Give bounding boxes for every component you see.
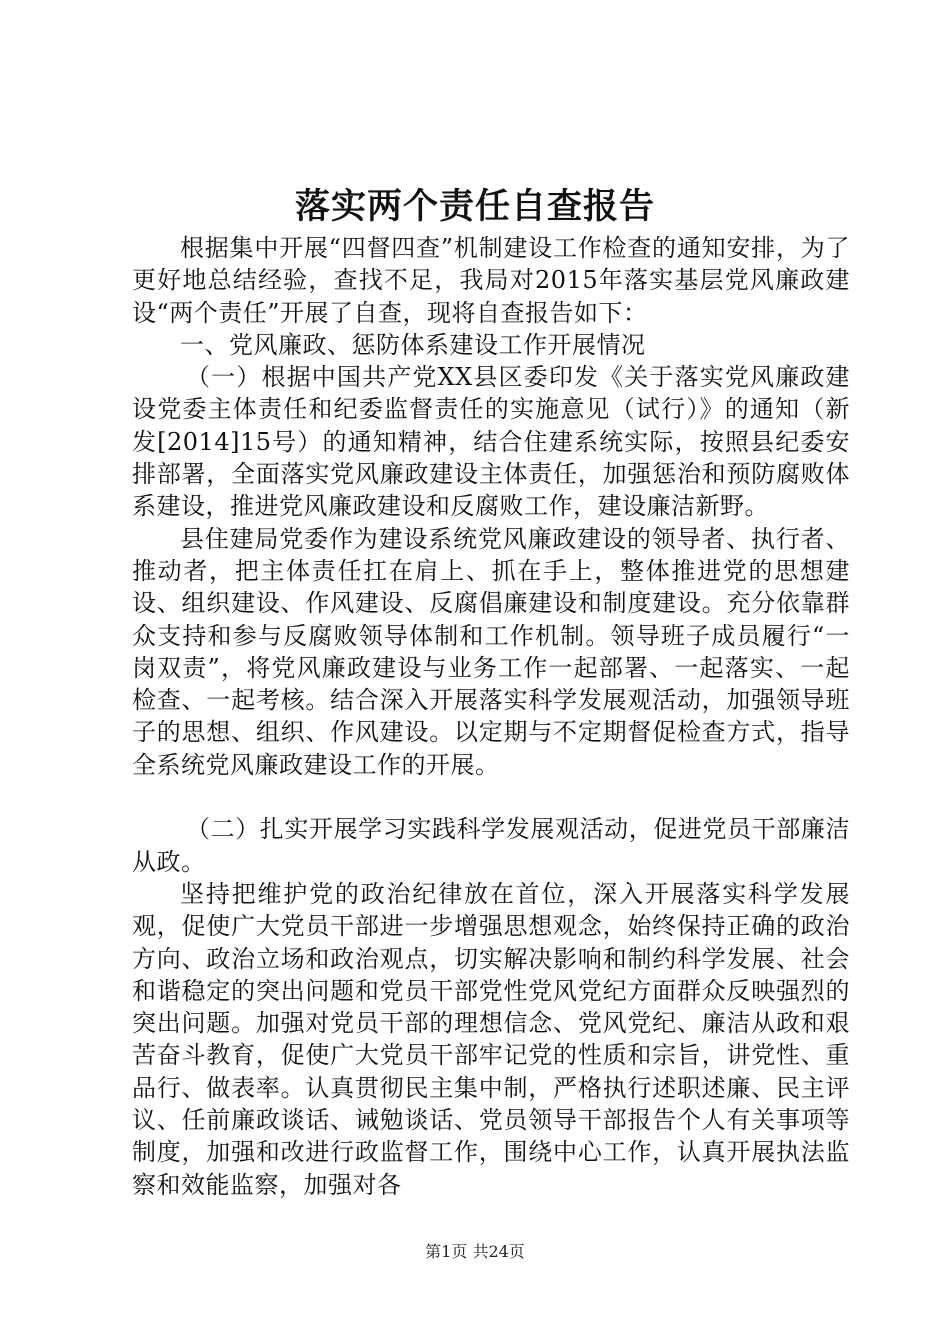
intro-paragraph: 根据集中开展“四督四查”机制建设工作检查的通知安排，为了更好地总结经验，查找不足，我局对2015年落实基层党风廉政建设“两个责任”开展了自查，现将自查报告如下：	[132, 234, 850, 327]
subsection-one-paragraph: （一）根据中国共产党XX县区委印发《关于落实党风廉政建设党委主体责任和纪委监督责任的实施意见（试行）》的通知（新发[2014]15号）的通知精神，结合住建系统实际，按照县纪委安排部署，全面落实党风廉政建设主体责任，加强惩治和预防腐败体系建设，推进党风廉政建设和反腐败工作，建设廉洁新野。	[132, 363, 850, 521]
subsection-two-heading: （二）扎实开展学习实践科学发展观活动，促进党员干部廉洁从政。	[132, 815, 850, 876]
page-footer: 第1页 共24页	[425, 1242, 525, 1261]
document-title: 落实两个责任自查报告	[294, 186, 655, 227]
section-heading: 一、党风廉政、惩防体系建设工作开展情况	[180, 330, 646, 359]
paragraph-spacer	[132, 781, 850, 813]
body-paragraph: 坚持把维护党的政治纪律放在首位，深入开展落实科学发展观，促使广大党员干部进一步增强思想观念，始终保持正确的政治方向、政治立场和政治观点，切实解决影响和制约科学发展、社会和谐稳定的突出问题和党员干部党性党风党纪方面群众反映强烈的突出问题。加强对党员干部的理想信念、党风党纪、廉洁从政和艰苦奋斗教育，促使广大党员干部牢记党的性质和宗旨，讲党性、重品行、做表率。认真贯彻民主集中制，严格执行述职述廉、民主评议、任前廉政谈话、诫勉谈话、党员领导干部报告个人有关事项等制度，加强和改进行政监督工作，围绕中心工作，认真开展执法监察和效能监察，加强对各	[132, 879, 850, 1199]
document-body	[132, 232, 850, 1201]
body-paragraph: 县住建局党委作为建设系统党风廉政建设的领导者、执行者、推动者，把主体责任扛在肩上、抓在手上，整体推进党的思想建设、组织建设、作风建设、反腐倡廉建设和制度建设。充分依靠群众支持和参与反腐败领导体制和工作机制。领导班子成员履行“一岗双责”，将党风廉政建设与业务工作一起部署、一起落实、一起检查、一起考核。结合深入开展落实科学发展观活动，加强领导班子的思想、组织、作风建设。以定期与不定期督促检查方式，指导全系统党风廉政建设工作的开展。	[132, 524, 850, 779]
